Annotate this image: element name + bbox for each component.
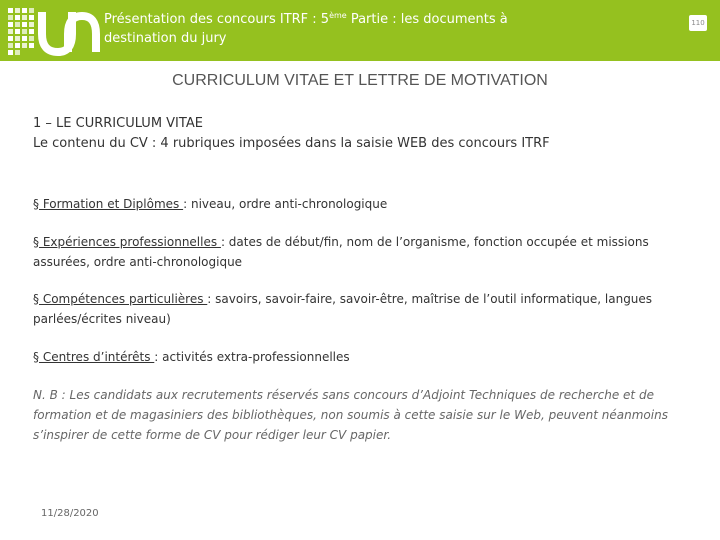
section-number-title: 1 – LE CURRICULUM VITAE [33, 116, 203, 131]
item-text: : niveau, ordre anti-chronologique [183, 197, 388, 211]
note-paragraph: N. B : Les candidats aux recrutements réservés sans concours d’Adjoint Techniques de recherche et de formation et de magasiniers des bibliothèques, non soumis à cette saisie sur le Web, peuvent néanmoins s’inspirer de cette forme de CV pour rédiger leur CV papier. [33, 388, 668, 442]
bullet-icon: § [33, 350, 39, 364]
item-term: Formation et Diplômes [39, 197, 184, 211]
list-item [33, 289, 693, 329]
item-text: : dates de début/fin, nom de l’organisme, fonction occupée et missions assurées, ordre anti-chronologique [33, 235, 649, 269]
university-logo [6, 4, 100, 58]
section-heading [33, 114, 693, 154]
slide-title: CURRICULUM VITAE ET LETTRE DE MOTIVATION [172, 72, 548, 89]
bullet-icon: § [33, 292, 39, 306]
bullet-icon: § [33, 197, 39, 211]
list-item [33, 232, 693, 272]
page-number: 110 [689, 15, 707, 31]
item-term: Compétences particulières [39, 292, 208, 306]
list-item [33, 194, 693, 214]
item-text: : savoirs, savoir-faire, savoir-être, maîtrise de l’outil informatique, langues parlées/écrites niveau) [33, 292, 653, 326]
item-text: : activités extra-professionnelles [154, 350, 350, 364]
item-term: Centres d’intérêts [39, 350, 155, 364]
list-item [33, 347, 693, 367]
footer-date: 11/28/2020 [41, 508, 99, 519]
bullet-icon: § [33, 235, 39, 249]
section-subtitle: Le contenu du CV : 4 rubriques imposées dans la saisie WEB des concours ITRF [33, 136, 550, 151]
item-term: Expériences professionnelles [39, 235, 221, 249]
header-title: Présentation des concours ITRF : 5ème Partie : les documents à destination du jury [104, 11, 508, 46]
